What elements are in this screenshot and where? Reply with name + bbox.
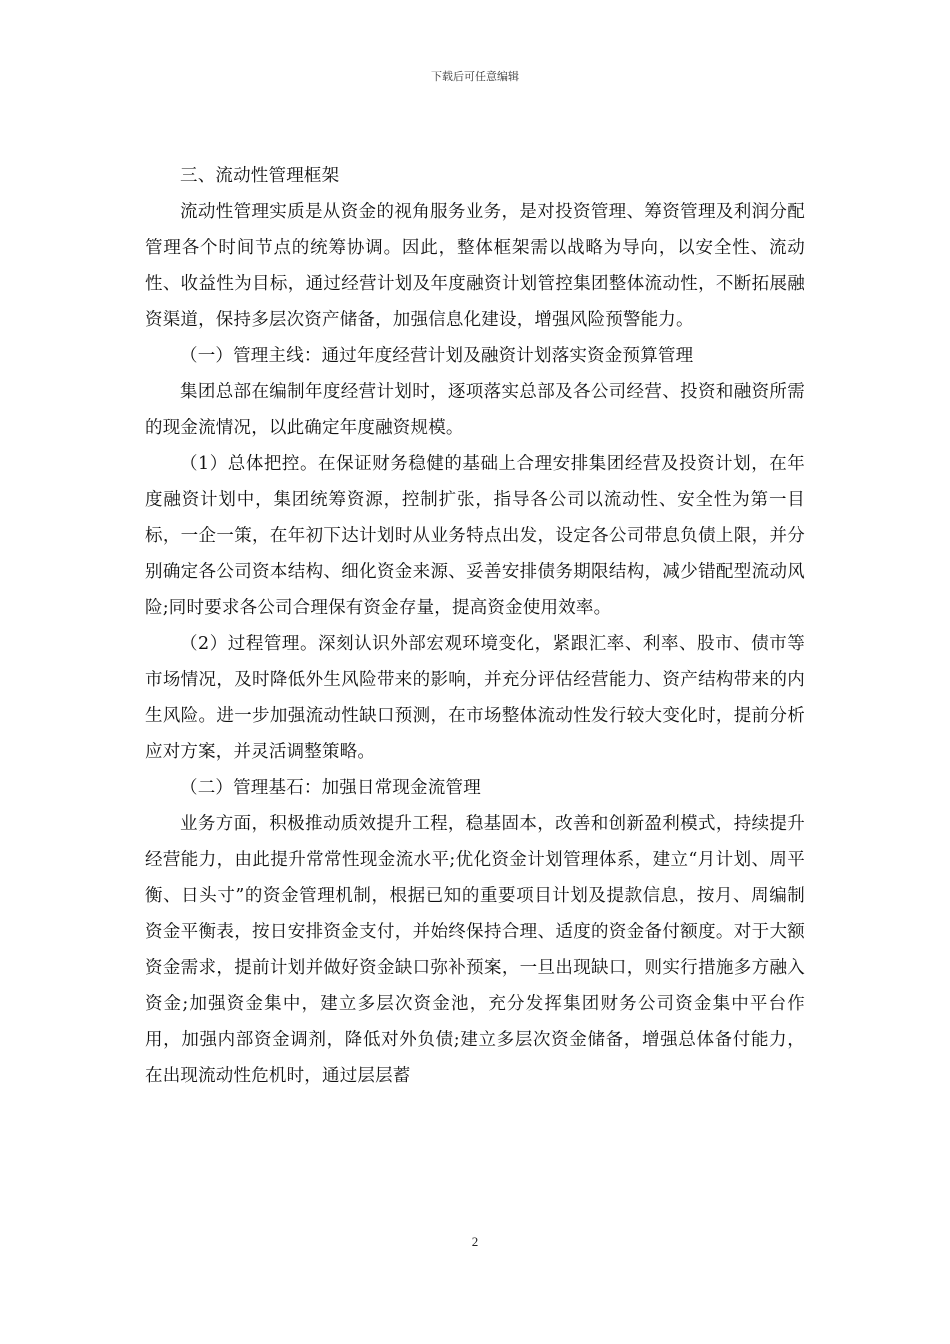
- paragraph: 流动性管理实质是从资金的视角服务业务，是对投资管理、筹资管理及利润分配管理各个时间节点的统筹协调。因此，整体框架需以战略为导向，以安全性、流动性、收益性为目标，通过经营计划及年度融资计划管控集团整体流动性，不断拓展融资渠道，保持多层次资产储备，加强信息化建设，增强风险预警能力。: [145, 202, 805, 330]
- paragraph: 集团总部在编制年度经营计划时，逐项落实总部及各公司经营、投资和融资所需的现金流情况，以此确定年度融资规模。: [145, 382, 805, 438]
- document-body: [145, 158, 805, 1094]
- page-number: 2: [471, 1234, 479, 1249]
- paragraph: （2）过程管理。深刻认识外部宏观环境变化，紧跟汇率、利率、股市、债市等市场情况，及时降低外生风险带来的影响，并充分评估经营能力、资产结构带来的内生风险。进一步加强流动性缺口预测，在市场整体流动性发行较大变化时，提前分析应对方案，并灵活调整策略。: [145, 634, 805, 762]
- page-header: 下载后可任意编辑: [431, 70, 519, 83]
- subsection-heading: （一）管理主线：通过年度经营计划及融资计划落实资金预算管理: [180, 346, 694, 366]
- paragraph: （1）总体把控。在保证财务稳健的基础上合理安排集团经营及投资计划，在年度融资计划中，集团统筹资源，控制扩张，指导各公司以流动性、安全性为第一目标，一企一策，在年初下达计划时从业务特点出发，设定各公司带息负债上限，并分别确定各公司资本结构、细化资金来源、妥善安排债务期限结构，减少错配型流动风险;同时要求各公司合理保有资金存量，提高资金使用效率。: [145, 454, 805, 618]
- paragraph: 业务方面，积极推动质效提升工程，稳基固本，改善和创新盈利模式，持续提升经营能力，由此提升常常性现金流水平;优化资金计划管理体系，建立“月计划、周平衡、日头寸”的资金管理机制，根据已知的重要项目计划及提款信息，按月、周编制资金平衡表，按日安排资金支付，并始终保持合理、适度的资金备付额度。对于大额资金需求，提前计划并做好资金缺口弥补预案，一旦出现缺口，则实行措施多方融入资金;加强资金集中，建立多层次资金池，充分发挥集团财务公司资金集中平台作用，加强内部资金调剂，降低对外负债;建立多层次资金储备，增强总体备付能力，在出现流动性危机时，通过层层蓄: [145, 814, 805, 1086]
- subsection-heading: （二）管理基石：加强日常现金流管理: [180, 778, 481, 798]
- section-heading: 三、流动性管理框架: [180, 166, 340, 186]
